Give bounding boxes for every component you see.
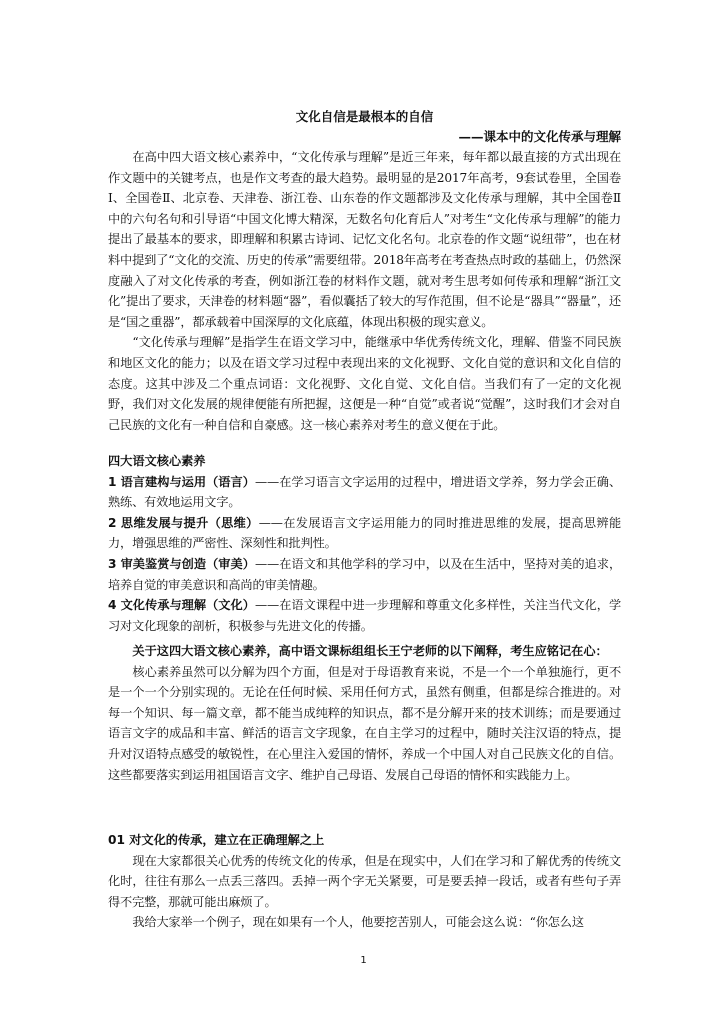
document-title: 文化自信是最根本的自信 [295, 109, 434, 124]
core-literacy-item [108, 595, 621, 636]
core-literacy-item-text: ——在语文课程中进一步理解和尊重文化多样性，关注当代文化，学习对文化现象的剖析，积极参与先进文化的传播。 [108, 598, 621, 633]
core-literacy-item [108, 554, 621, 595]
section-heading: 01 对文化的传承，建立在正确理解之上 [108, 833, 325, 847]
core-literacy-item-text: ——在发展语言文字运用能力的同时推进思维的发展，提高思辨能力，增强思维的严密性、深刻性和批判性。 [108, 515, 621, 551]
section-01 [108, 830, 621, 933]
core-literacy-heading: 四大语文核心素养 [108, 454, 206, 468]
expert-paragraph: 核心素养虽然可以分解为四个方面，但是对于母语教育来说，不是一个一个单独施行，更不是一个一个分别实现的。无论在任何时候、采用任何方式，虽然有侧重，但都是综合推进的。对每一个知识、每一篇文章，都不能当成纯粹的知识点，都不是分解开来的技术训练；而是要通过语言文字的成品和丰富、鲜活的语言文字现象，在自主学习的过程中，随时关注汉语的特点，提升对汉语特点感受的敏锐性，在心里注入爱国的情怀，养成一个中国人对自己民族文化的自信。这些都要落实到运用祖国语言文字、维护自己母语、发展自己母语的情怀和实践能力上。 [108, 664, 621, 782]
core-literacy-item-lead: 3 审美鉴赏与创造（审美） [108, 556, 255, 571]
core-literacy-item-text: ——在语文和其他学科的学习中，以及在生活中，坚持对美的追求，培养自觉的审美意识和高尚的审美情趣。 [108, 556, 621, 592]
core-literacy-item-lead: 4 文化传承与理解（文化） [108, 598, 255, 613]
core-literacy-item [108, 472, 621, 513]
intro-section [108, 147, 621, 435]
core-literacy-item-lead: 1 语言建构与运用（语言） [108, 474, 255, 489]
page-number: 1 [360, 955, 367, 966]
expert-section [108, 641, 621, 785]
expert-lead: 关于这四大语文核心素养，高中语文课标组组长王宁老师的以下阐释，考生应铭记在心： [132, 644, 608, 658]
document-subtitle: ——课本中的文化传承与理解 [458, 129, 621, 144]
intro-paragraph: 在高中四大语文核心素养中，“文化传承与理解”是近三年来，每年都以最直接的方式出现在作文题中的关键考点，也是作文考查的最大趋势。最明显的是2017年高考，9套试卷里，全国卷Ⅰ、全国卷Ⅱ、北京卷、天津卷、浙江卷、山东卷的作文题都涉及文化传承与理解，其中全国卷Ⅱ中的六句名句和引导语“中国文化博大精深，无数名句化育后人”对考生“文化传承与理解”的能力提出了最基本的要求，即理解和积累古诗词、记忆文化名句。北京卷的作文题“说纽带”，也在材料中提到了“文化的交流、历史的传承”需要纽带。2018年高考在考查热点时政的基础上，仍然深度融入了对文化传承的考查，例如浙江卷的材料作文题，就对考生思考如何传承和理解“浙江文化”提出了要求，天津卷的材料题“器”，看似囊括了较大的写作范围，但不论是“器具”“器量”，还是“国之重器”，都承载着中国深厚的文化底蕴，体现出积极的现实意义。 [108, 150, 621, 329]
intro-paragraph: “文化传承与理解”是指学生在语文学习中，能继承中华优秀传统文化，理解、借鉴不同民族和地区文化的能力；以及在语文学习过程中表现出来的文化视野、文化自觉的意识和文化自信的态度。这其中涉及二个重点词语：文化视野、文化自觉、文化自信。当我们有了一定的文化视野，我们对文化发展的规律便能有所把握，这便是一种“自觉”或者说“觉醒”，这时我们才会对自己民族的文化有一种自信和自豪感。这一核心素养对考生的意义便在于此。 [108, 335, 621, 432]
section-paragraph: 我给大家举一个例子，现在如果有一个人，他要挖苦别人，可能会这么说：“你怎么这 [132, 915, 584, 930]
core-literacy-item [108, 513, 621, 554]
core-literacy-section [108, 451, 621, 636]
core-literacy-item-text: ——在学习语言文字运用的过程中，增进语文学养，努力学会正确、熟练、有效地运用文字。 [108, 474, 621, 510]
section-paragraph: 现在大家都很关心优秀的传统文化的传承，但是在现实中，人们在学习和了解优秀的传统文化时，往往有那么一点丢三落四。丢掉一两个字无关紧要，可是要丢掉一段话，或者有些句子弄得不完整，那就可能出麻烦了。 [108, 853, 621, 909]
core-literacy-item-lead: 2 思维发展与提升（思维） [108, 515, 259, 530]
